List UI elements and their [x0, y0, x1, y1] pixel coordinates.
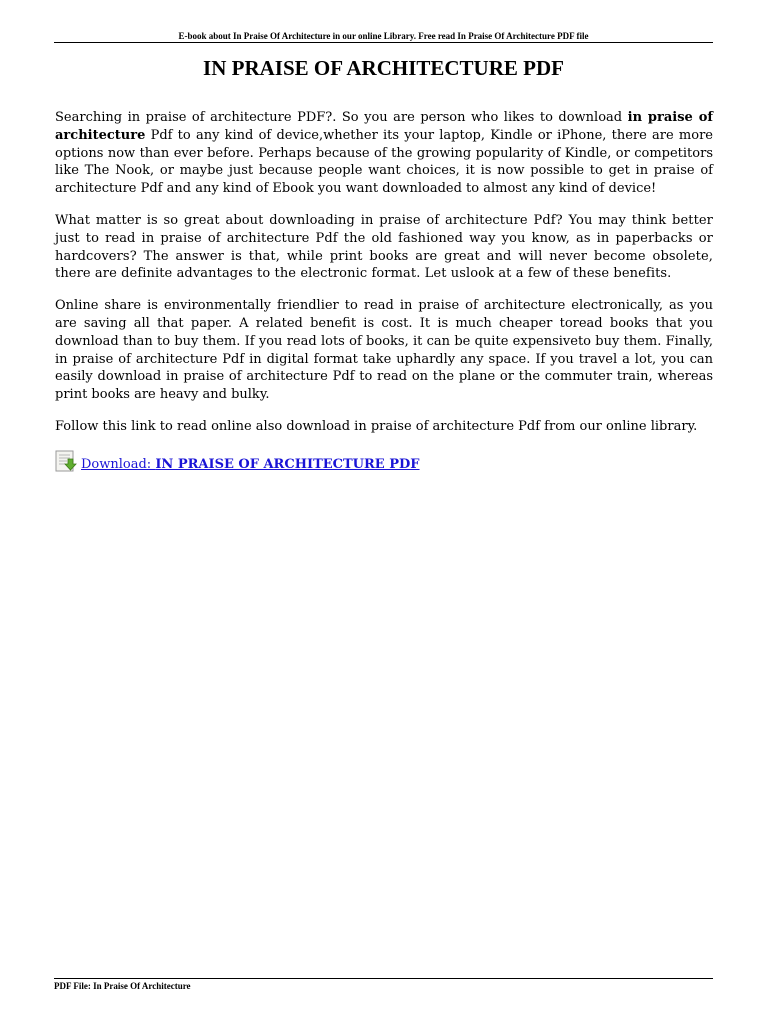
paragraph-intro-text: Searching in praise of architecture PDF?. So you are person who likes to download — [55, 110, 628, 125]
header-divider — [54, 42, 713, 43]
paragraph-intro-rest: Pdf to any kind of device,whether its your laptop, Kindle or iPhone, there are more options now than ever before. Perhaps because of the growing popularity of Kindle, or competitors like The Nook, or maybe just because people want choices, it is now possible to get in praise of architecture Pdf and any kind of Ebook you want downloaded to almost any kind of device! — [55, 127, 713, 197]
download-link-title: IN PRAISE OF ARCHITECTURE PDF — [155, 456, 420, 472]
download-document-icon[interactable] — [55, 450, 77, 472]
page-header: E-book about In Praise Of Architecture in our online Library. Free read In Praise Of Architecture PDF file — [178, 31, 589, 41]
footer-divider — [54, 978, 713, 979]
paragraph-benefits: What matter is so great about downloading in praise of architecture Pdf? You may think better just to read in praise of architecture Pdf the old fashioned way you know, as in paperbacks or hardcovers? The answer is that, while print books are great and will never become obsolete, there are definite advantages to the electronic format. Let uslook at a few of these benefits. — [55, 212, 713, 282]
page-footer: PDF File: In Praise Of Architecture — [54, 981, 191, 991]
paragraph-intro — [55, 109, 713, 198]
paragraph-environment: Online share is environmentally friendlier to read in praise of architecture electronically, as you are saving all that paper. A related benefit is cost. It is much cheaper toread books that you download than to buy them. If you read lots of books, it can be quite expensiveto buy them. Finally, in praise of architecture Pdf in digital format take uphardly any space. If you travel a lot, you can easily download in praise of architecture Pdf to read on the plane or the commuter train, whereas print books are heavy and bulky. — [55, 298, 713, 403]
download-link[interactable] — [81, 457, 420, 472]
download-row — [55, 450, 713, 472]
page-title: IN PRAISE OF ARCHITECTURE PDF — [203, 56, 564, 80]
paragraph-intro-bold: in praise of architecture — [55, 110, 713, 143]
download-link-prefix: Download: — [81, 456, 156, 472]
document-body — [55, 109, 713, 472]
paragraph-follow-link: Follow this link to read online also download in praise of architecture Pdf from our online library. — [55, 418, 698, 434]
